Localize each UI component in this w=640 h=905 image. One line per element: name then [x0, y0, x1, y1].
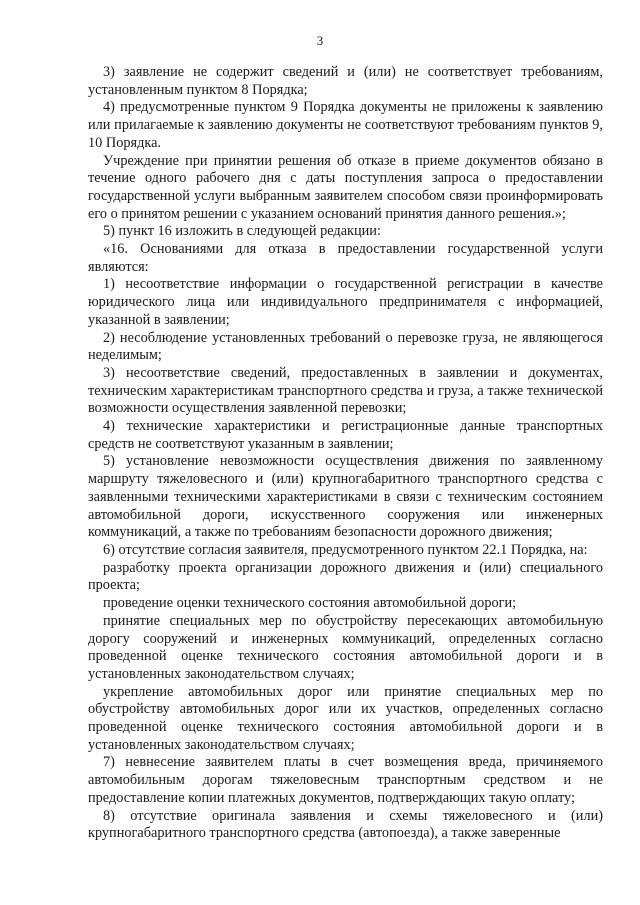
paragraph: разработку проекта организации дорожного движения и (или) специального проекта;: [88, 559, 603, 594]
paragraph: проведение оценки технического состояния автомобильной дороги;: [103, 595, 517, 612]
paragraph: Учреждение при принятии решения об отказе в приеме документов обязано в течение одного рабочего дня с даты поступления запроса о предоставлении государственной услуги выбранным заявителем способом связи проинформировать его о принятом решении с указанием оснований принятия данного решения.»;: [88, 152, 603, 222]
paragraph: укрепление автомобильных дорог или принятие специальных мер по обустройству автомобильных дорог или их участков, определенных согласно проведенной оценке технического состояния автомобильной дороги и в установленных законодательством случаях;: [88, 683, 603, 753]
paragraph: 4) технические характеристики и регистрационные данные транспортных средств не соответствуют указанным в заявлении;: [88, 418, 603, 452]
paragraph: принятие специальных мер по обустройству пересекающих автомобильную дорогу сооружений и инженерных коммуникаций, определенных согласно проведенной оценке технического состояния автомобильной дороги и в установленных законодательством случаях;: [88, 612, 603, 682]
paragraph: 3) несоответствие сведений, предоставленных в заявлении и документах, техническим характеристикам транспортного средства и груза, а также технической возможности осуществления заявленной перевозки;: [88, 364, 603, 417]
paragraph: 4) предусмотренные пунктом 9 Порядка документы не приложены к заявлению или прилагаемые к заявлению документы не соответствуют требованиям пунктов 9, 10 Порядка.: [88, 99, 603, 151]
paragraph: 6) отсутствие согласия заявителя, предусмотренного пунктом 22.1 Порядка, на:: [103, 541, 588, 558]
page-number: 3: [316, 33, 324, 48]
paragraph: 5) установление невозможности осуществления движения по заявленному маршруту тяжеловесного и (или) крупногабаритного транспортного средства с заявленными техническими характеристиками в связи с техническим состоянием автомобильной дороги, искусственного сооружения или инженерных коммуникаций, а также по требованиям безопасности дорожного движения;: [88, 453, 603, 541]
paragraph: 2) несоблюдение установленных требований о перевозке груза, не являющегося неделимым;: [88, 329, 603, 364]
paragraph: 8) отсутствие оригинала заявления и схемы тяжеловесного и (или) крупногабаритного транспортного средства (автопоезда), а также заверенные: [88, 807, 603, 842]
paragraph: 7) невнесение заявителем платы в счет возмещения вреда, причиняемого автомобильным дорогам тяжеловесным транспортным средством и не предоставление копии платежных документов, подтверждающих такую оплату;: [88, 754, 603, 806]
paragraph: «16. Основаниями для отказа в предоставлении государственной услуги являются:: [88, 241, 603, 275]
paragraph: 3) заявление не содержит сведений и (или) не соответствует требованиям, установленным пунктом 8 Порядка;: [88, 64, 603, 98]
paragraph: 1) несоответствие информации о государственной регистрации в качестве юридического лица или индивидуального предпринимателя с информацией, указанной в заявлении;: [88, 276, 603, 328]
document-body: [88, 64, 603, 843]
paragraph: 5) пункт 16 изложить в следующей редакции:: [103, 223, 381, 240]
